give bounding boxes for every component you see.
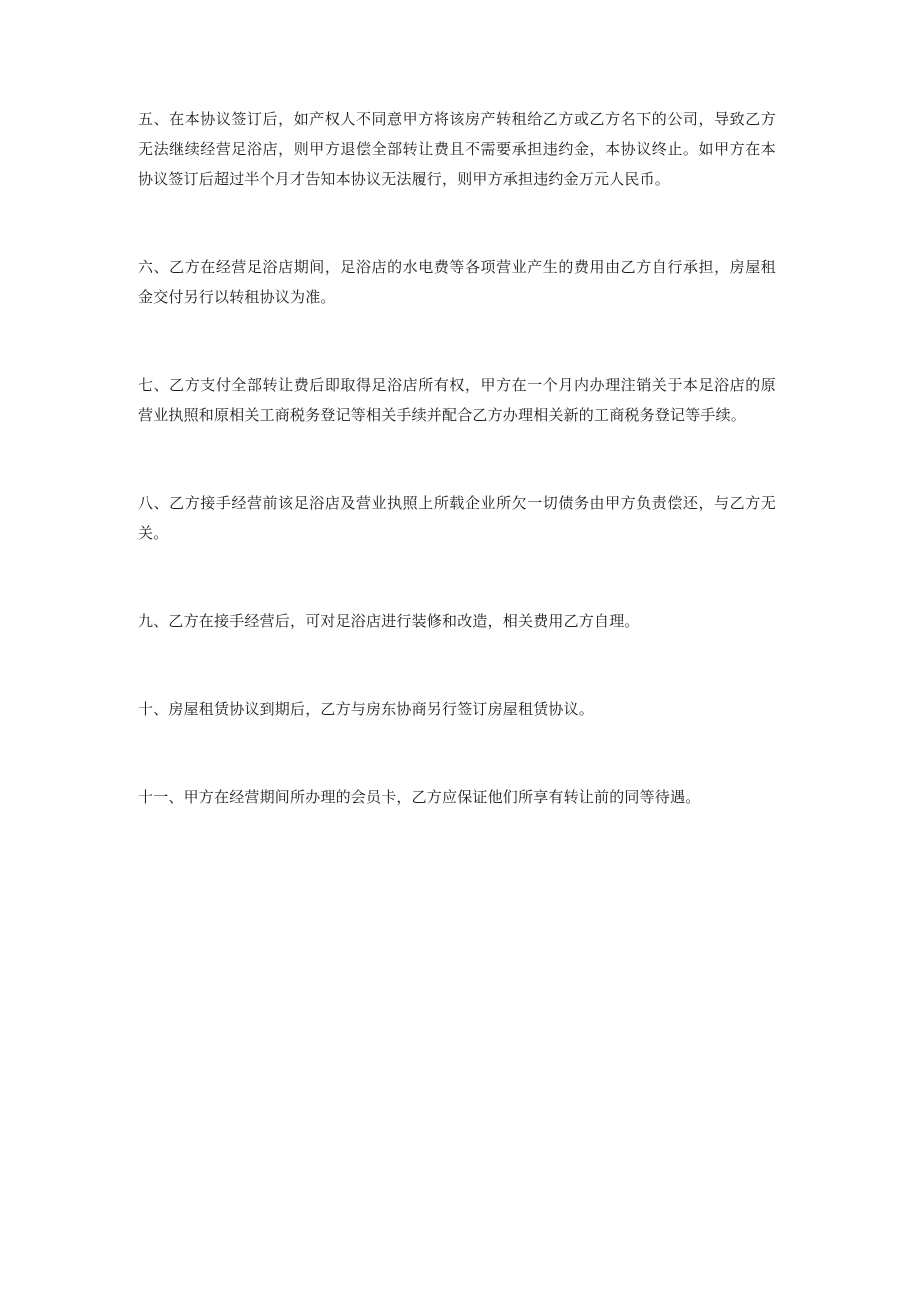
clause-9: 九、乙方在接手经营后，可对足浴店进行装修和改造，相关费用乙方自理。 bbox=[138, 612, 640, 630]
clause-10: 十、房屋租赁协议到期后，乙方与房东协商另行签订房屋租赁协议。 bbox=[138, 700, 595, 718]
document-body bbox=[138, 104, 776, 870]
clause-7: 七、乙方支付全部转让费后即取得足浴店所有权，甲方在一个月内办理注销关于本足浴店的原营业执照和原相关工商税务登记等相关手续并配合乙方办理相关新的工商税务登记等手续。 bbox=[138, 376, 776, 424]
clause-11: 十一、甲方在经营期间所办理的会员卡，乙方应保证他们所享有转让前的同等待遇。 bbox=[138, 788, 701, 806]
clause-5: 五、在本协议签订后，如产权人不同意甲方将该房产转租给乙方或乙方名下的公司，导致乙方无法继续经营足浴店，则甲方退偿全部转让费且不需要承担违约金，本协议终止。如甲方在本协议签订后超过半个月才告知本协议无法履行，则甲方承担违约金万元人民币。 bbox=[138, 110, 776, 188]
clause-8: 八、乙方接手经营前该足浴店及营业执照上所载企业所欠一切债务由甲方负责偿还，与乙方无关。 bbox=[138, 494, 776, 542]
clause-6: 六、乙方在经营足浴店期间，足浴店的水电费等各项营业产生的费用由乙方自行承担，房屋租金交付另行以转租协议为准。 bbox=[138, 258, 776, 306]
